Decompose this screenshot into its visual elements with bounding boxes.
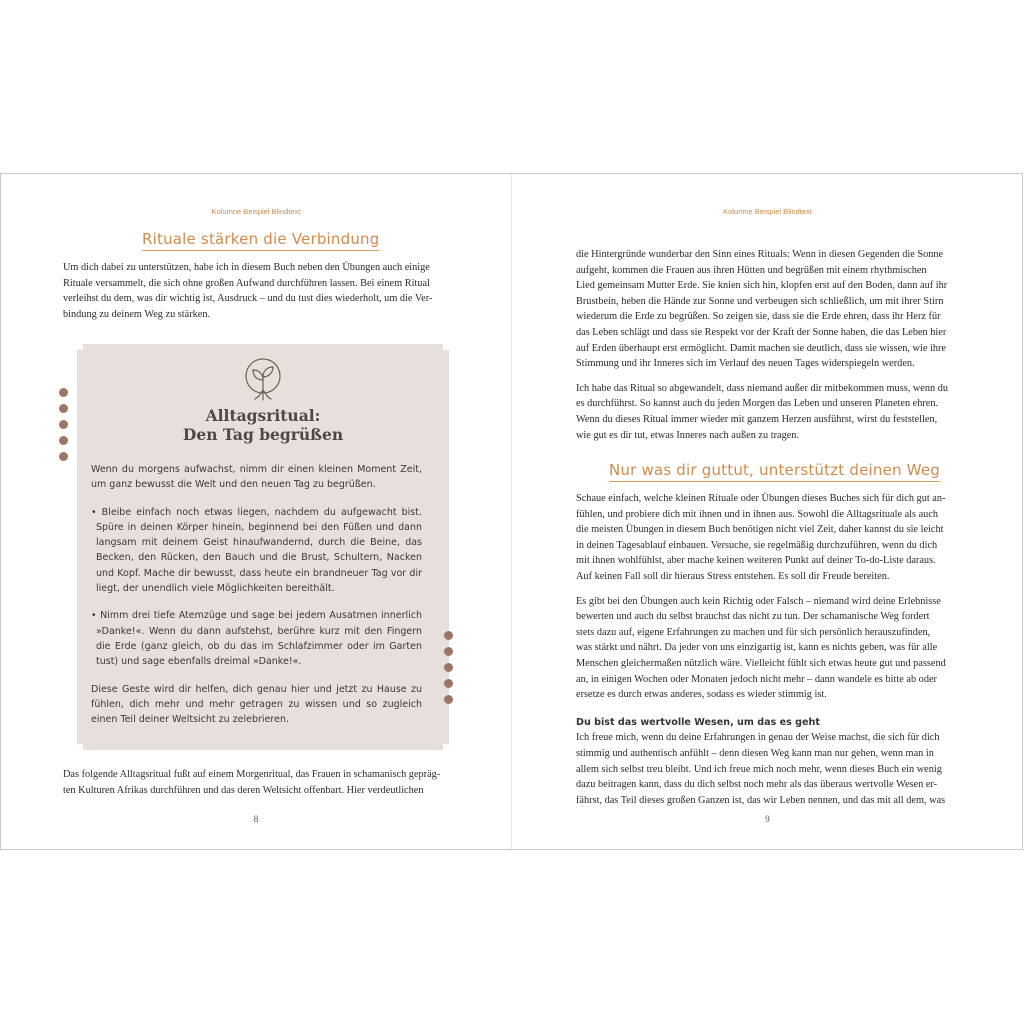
text-line: stimmig und authentisch anfühlt – denn diesen Weg kann man nur gehen, wenn man in [576,747,934,759]
ritual-title-line: Alltagsritual: [205,406,321,425]
decorative-dot [59,420,68,429]
page-number: 9 [765,814,770,824]
subheading: Du bist das wertvolle Wesen, um das es geht [576,716,820,728]
text-line: Das folgende Alltagsritual fußt auf einem Morgenritual, das Frauen in schamanisch gepräg- [63,769,441,780]
text-line: Menschen gleichermaßen nützlich wäre. Vielleicht fühlt sich etwas heute gut und passend [576,657,946,669]
ritual-title [77,406,449,444]
ritual-box [77,344,449,750]
text-line: Ich habe das Ritual so abgewandelt, dass niemand außer dir mitbekommen muss, wenn du [576,382,949,394]
paragraph [576,247,962,372]
decorative-dot [444,647,453,656]
ritual-text [91,462,422,739]
box-corner-notch [77,744,83,750]
decorative-dot [444,695,453,704]
paragraph [576,381,962,443]
decorative-dot [59,436,68,445]
text-line: Auf keinen Fall soll dir hieraus Stress entstehen. Es soll dir Freude bereiten. [576,570,890,582]
text-line: stets dazu auf, eigene Erfahrungen zu machen und für sich persönlich herauszufinden, [576,626,931,638]
text-line: ten Kulturen Afrikas durchführen und das deren Weltsicht offenbart. Hier verdeutlichen [63,784,424,796]
text-line: die Hintergründe wunderbar den Sinn eines Rituals: Wenn in diesen Gegenden die Sonne [576,249,944,260]
box-corner-notch [77,344,83,350]
text-line: wiederum die Erde zu begrüßen. So zeigen sie, dass sie die Erde ehren, dass ihr Herz für [576,311,941,323]
closing-paragraph [63,767,450,798]
text-line: ersetze es durch etwas anderes, sodass es wieder stimmig ist. [576,689,827,701]
text-line: Schaue einfach, welche kleinen Rituale oder Übungen dieses Buches sich für dich gut an- [576,493,946,504]
text-line: allem sich selbst treu bleibt. Und ich freue mich noch mehr, wenn dieses Buch ein wenig [576,763,942,775]
right-page [512,174,1023,849]
text-line: in deinen Tagesablauf einbauen. Versuche, sie regelmäßig durchzuführen, wenn du dich [576,539,938,551]
section-heading: Nur was dir guttut, unterstützt deinen Weg [609,461,940,482]
running-head: Kolumne Beispiel Blindtext [211,207,301,216]
left-page [0,174,512,849]
box-corner-notch [443,344,449,350]
section-heading: Rituale stärken die Verbindung [142,230,379,251]
text-line: bewerten und auch du selbst brauchst das nicht zu tun. Der schamanische Weg fordert [576,611,930,623]
paragraph [576,594,962,703]
text-line: Wenn du dieses Ritual immer wieder mit ganzem Herzen ausführst, wirst du feststellen, [576,413,938,425]
text-line: Rituale versammelt, die sich ohne großen Aufwand durchführen lassen. Bei einem Ritual [63,277,430,289]
text-line: Ich freue mich, wenn du deine Erfahrungen in genau der Weise machst, die sich für dich [576,732,940,744]
ritual-bullet: • Bleibe einfach noch etwas liegen, nachdem du aufgewacht bist. Spüre in deinen Körper hinein, beginnend bei den Füßen und dann langsam mit deinem Geist hinaufwandernd, durch die Beine, das Becken, den Rücken, den Bauch und die Brust, Schultern, Nacken und Kopf. Mache dir bewusst, dass heute ein brandneuer Tag vor dir liegt, der unendlich viele Möglichkeiten bereithält. [91,506,422,595]
text-line: das Leben schlägt und dass sie Respekt vor der Kraft der Sonne haben, die das Leben hier [576,326,947,338]
plant-sprout-icon [237,352,289,404]
text-line: an, in einigen Wochen oder Monaten jedoch nicht mehr – dann wandele es bitte ab oder [576,673,937,685]
running-head: Kolumne Beispiel Blindtext [723,207,812,216]
text-line: Brustbein, heben die Hände zur Sonne und verbeugen sich schließlich, um mit ihrer Stirn [576,295,944,307]
ritual-paragraph: Wenn du morgens aufwachst, nimm dir einen kleinen Moment Zeit, um ganz bewusst die Welt und den neuen Tag zu begrüßen. [91,464,422,491]
page-number: 8 [253,814,259,824]
text-line: verleihst du dem, was dir wichtig ist, Ausdruck – und du tust dies wiederholt, um die Ver- [63,293,433,305]
text-line: bindung zu deinem Weg zu stärken. [63,308,211,320]
text-line: was stärkt und nährt. Da jeder von uns einzigartig ist, kann es nichts geben, was für alle [576,642,938,654]
decorative-dot [59,404,68,413]
text-line: Lied gemeinsam Mutter Erde. Sie knien sich hin, klopfen erst auf den Boden, dann auf ihr [576,280,948,292]
text-line: fühlen, und probiere dich mit ihnen und in ihnen aus. Sowohl die Alltagsrituale als auch [576,508,939,520]
decorative-dot [59,452,68,461]
text-line: Stimmung und ihr Inneres sich im Verlauf des neuen Tages widerspiegeln werden. [576,358,915,370]
ritual-title-line: Den Tag begrüßen [182,425,344,444]
text-line: fährst, das Teil dieses großen Ganzen ist, das wir Leben nennen, und das mit all dem, was [576,794,946,806]
right-column-text [576,247,962,452]
text-line: es durchführst. So kannst auch du jeden Morgen das Leben und unseren Planeten ehren. [576,398,939,410]
right-column-text [576,491,962,817]
decorative-dot [59,388,68,397]
text-line: wie gut es dir tut, etwas Inneres nach außen zu tragen. [576,429,800,441]
ritual-bullet: • Nimm drei tiefe Atemzüge und sage bei jedem Ausatmen innerlich »Danke!«. Wenn du dann aufstehst, berühre kurz mit den Fingern die Erde (ganz gleich, ob du das im Schlafzimmer oder im Garten tust) und sage ebenfalls dreimal »Danke!«. [91,610,422,668]
book-spread [0,173,1023,850]
decorative-dot [444,679,453,688]
box-corner-notch [443,744,449,750]
text-line: aufgeht, kommen die Frauen aus ihren Hütten und begrüßen mit einem rhythmischen [576,264,927,276]
decorative-dot [444,663,453,672]
text-line: mit ihnen wohlfühlst, aber mache keinen weiteren Punkt auf deiner To-do-Liste daraus. [576,555,936,567]
text-line: dazu beitragen kann, dass du dich selbst noch mehr als das überaus wertvolle Wesen er- [576,779,938,791]
text-line: auf Erden überhaupt erst ermöglicht. Damit machen sie deutlich, dass sie wissen, wie ihre [576,342,947,354]
paragraph [576,715,962,809]
decorative-dot [444,631,453,640]
text-line: Um dich dabei zu unterstützen, habe ich in diesem Buch neben den Übungen auch einige [63,262,430,273]
intro-paragraph [63,260,450,322]
text-line: die meisten Übungen in diesem Buch benötigen nicht viel Zeit, daher kannst du sie leicht [576,524,944,536]
text-line: Es gibt bei den Übungen auch kein Richtig oder Falsch – niemand wird deine Erlebnisse [576,595,941,607]
paragraph [576,491,962,585]
ritual-paragraph: Diese Geste wird dir helfen, dich genau hier und jetzt zu Hause zu fühlen, dich mehr und mehr getragen zu wissen und so zugleich einen Teil deiner Weltsicht zu zelebrieren. [91,683,422,726]
